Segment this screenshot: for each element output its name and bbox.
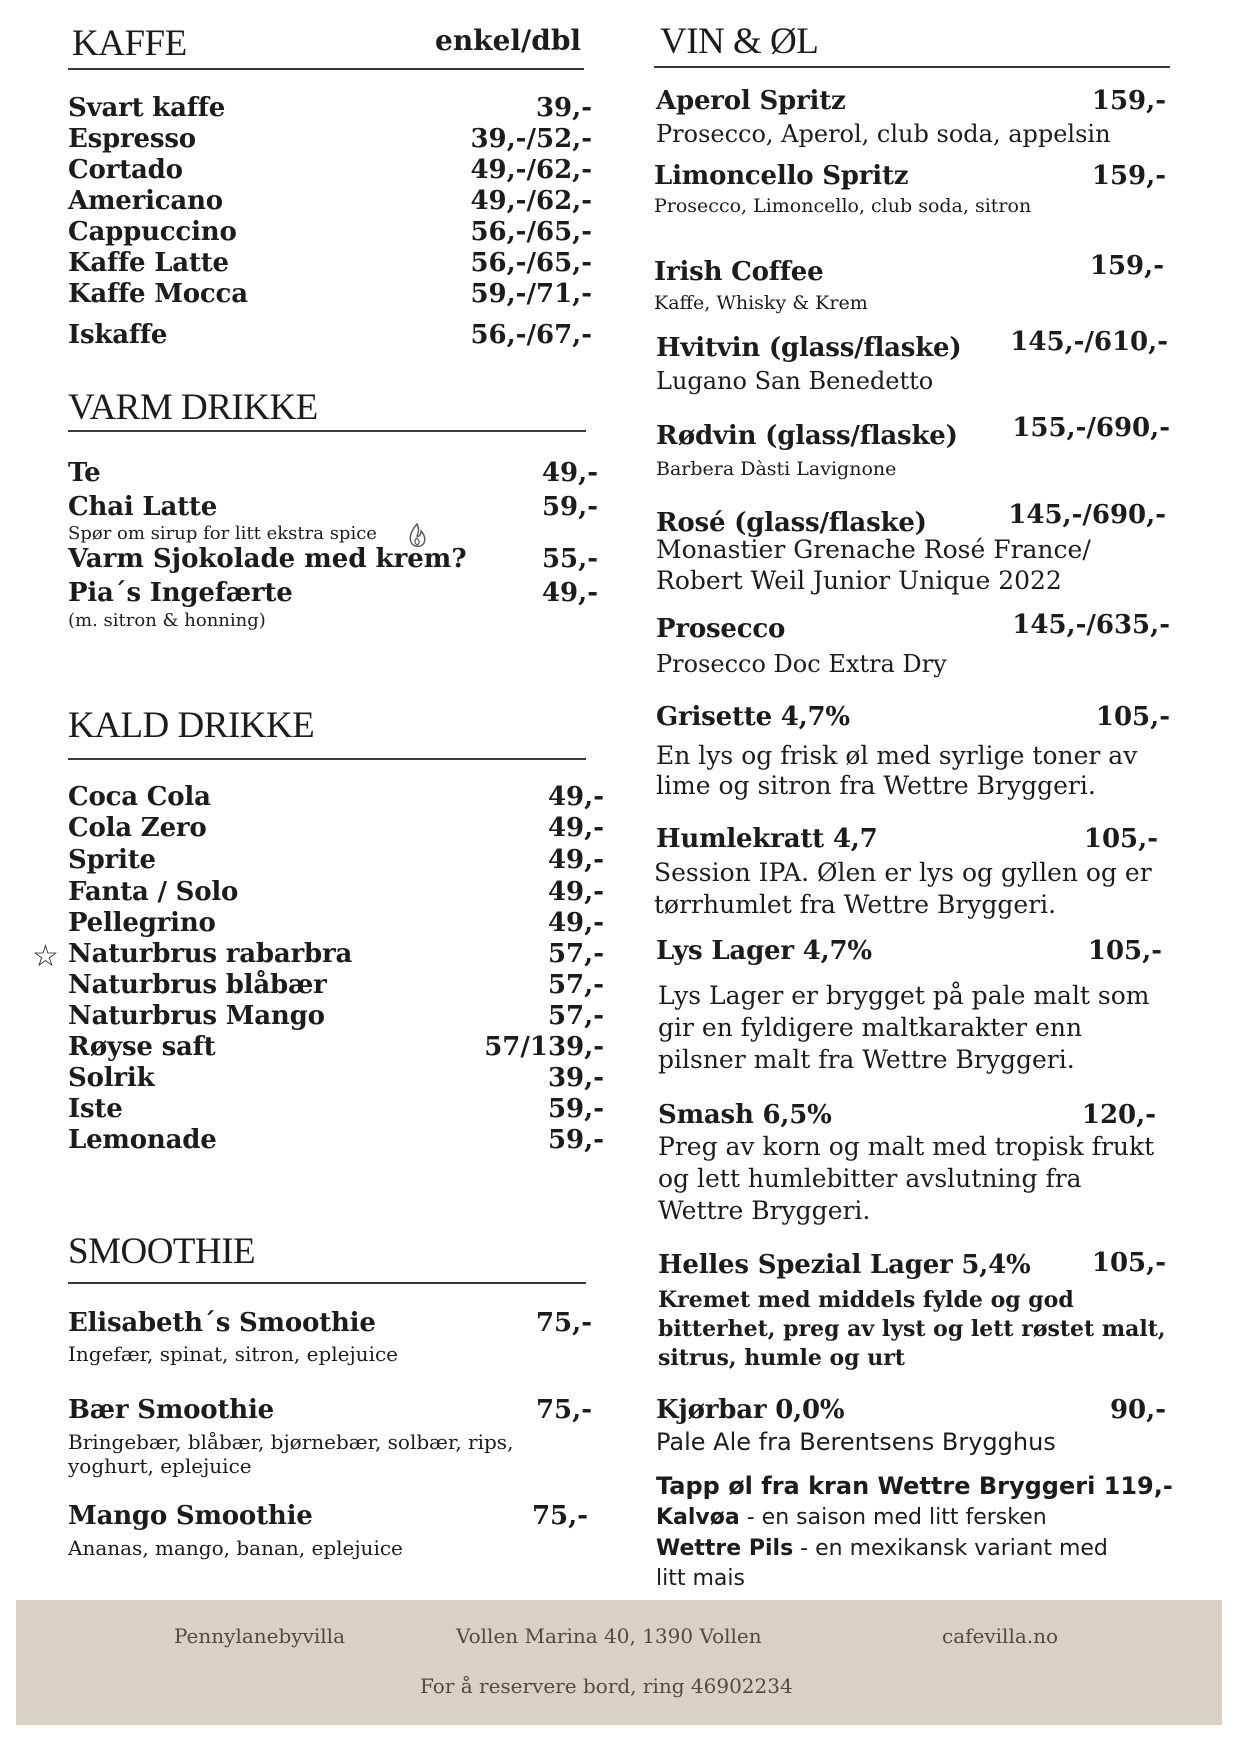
menu-item-name: Varm Sjokolade med krem? [68,544,467,574]
menu-item-name: Irish Coffee [654,257,824,287]
tap-beer-name: Kalvøa [656,1505,740,1530]
kald-title: KALD DRIKKE [68,705,315,746]
menu-item-name: Rødvin (glass/flaske) [656,421,958,451]
menu-item-desc: Lys Lager er brygget på pale malt som [658,981,1150,1010]
menu-item-desc: og lett humlebitter avslutning fra [658,1164,1082,1193]
menu-item-note: (m. sitron & honning) [68,610,266,631]
menu-item-desc: Preg av korn og malt med tropisk frukt [658,1132,1155,1161]
menu-item-price: 49,-/62,- [470,155,592,185]
tap-beer-desc: - en saison med litt fersken [739,1505,1047,1530]
smoothie-title: SMOOTHIE [68,1231,256,1272]
menu-item-price: 56,-/65,- [470,217,592,247]
menu-item-name: Bær Smoothie [68,1395,274,1425]
menu-item-desc: En lys og frisk øl med syrlige toner av [656,741,1138,770]
footer-address: Vollen Marina 40, 1390 Vollen [456,1624,762,1648]
menu-item-price: 159,- [1091,86,1166,116]
menu-item-name: Grisette 4,7% [656,702,850,732]
tap-beer-desc: litt mais [656,1566,745,1591]
varm-rule [68,430,586,432]
menu-item-price: 155,-/690,- [1012,413,1170,443]
menu-item-desc: tørrhumlet fra Wettre Bryggeri. [654,890,1057,919]
menu-item-name: Coca Cola [68,782,211,812]
menu-item-price: 145,-/610,- [1010,327,1168,357]
menu-item-price: 49,-/62,- [470,186,592,216]
menu-item-desc: sitrus, humle og urt [658,1345,905,1371]
menu-item-price: 59,- [547,1094,604,1124]
menu-item-desc: yoghurt, eplejuice [68,1454,252,1478]
kaffe-rule [68,68,584,70]
menu-item-price: 39,-/52,- [470,124,592,154]
tap-beer-desc: - en mexikansk variant med [793,1536,1108,1561]
menu-item-name: Pellegrino [68,908,216,938]
menu-item-desc: Session IPA. Ølen er lys og gyllen og er [654,858,1152,887]
menu-item-desc: Ingefær, spinat, sitron, eplejuice [68,1342,398,1366]
menu-item-desc: Robert Weil Junior Unique 2022 [656,566,1062,595]
menu-item-name: Svart kaffe [68,93,226,123]
menu-item-name: Te [68,458,101,488]
menu-item-desc: Wettre Bryggeri. [658,1196,871,1225]
menu-item-name: Cola Zero [68,813,207,843]
varm-title: VARM DRIKKE [68,387,318,428]
menu-item-name: Solrik [68,1063,155,1093]
menu-item-price: 57/139,- [484,1032,604,1062]
menu-item-name: Humlekratt 4,7 [656,824,878,854]
menu-item-price: 105,- [1087,936,1162,966]
menu-item-desc: bitterhet, preg av lyst og lett røstet malt, [658,1316,1166,1342]
menu-item-desc: Monastier Grenache Rosé France/ [656,535,1091,564]
menu-item-price: 59,- [547,1125,604,1155]
menu-item-name: Elisabeth´s Smoothie [68,1308,376,1338]
tap-beer-title: Tapp øl fra kran Wettre Bryggeri 119,- [656,1472,1173,1500]
menu-item-name: Naturbrus rabarbra [68,939,353,969]
menu-item-name: Naturbrus blåbær [68,970,327,1000]
menu-item-price: 105,- [1095,702,1170,732]
menu-item-price: 49,- [547,813,604,843]
smoothie-rule [68,1282,586,1284]
menu-item-price: 39,- [535,93,592,123]
menu-item-name: Limoncello Spritz [654,161,909,191]
menu-item-price: 105,- [1083,824,1158,854]
kald-rule [68,758,586,760]
menu-item-price: 75,- [535,1395,592,1425]
menu-item-price: 57,- [547,970,604,1000]
footer-website[interactable]: cafevilla.no [942,1624,1059,1648]
menu-item-desc: Prosecco, Aperol, club soda, appelsin [656,120,1111,148]
menu-item-price: 105,- [1091,1248,1166,1278]
menu-item-price: 39,- [547,1063,604,1093]
menu-item-note: Spør om sirup for litt ekstra spice [68,523,377,544]
menu-item-desc: lime og sitron fra Wettre Bryggeri. [656,771,1096,800]
menu-item-price: 145,-/690,- [1008,500,1166,530]
menu-item-price: 90,- [1109,1395,1166,1425]
menu-item-price: 49,- [547,877,604,907]
menu-item-desc: Kremet med middels fylde og god [658,1287,1074,1313]
menu-item-name: Chai Latte [68,492,218,522]
menu-item-desc: gir en fyldigere maltkarakter enn [658,1013,1083,1042]
menu-item-price: 145,-/635,- [1012,610,1170,640]
menu-item-name: Prosecco [656,614,786,644]
menu-item-desc: Prosecco, Limoncello, club soda, sitron [654,195,1032,217]
menu-item-price: 159,- [1089,251,1164,281]
menu-item-name: Americano [68,186,223,216]
footer-reserve: For å reservere bord, ring 46902234 [420,1674,793,1698]
menu-item-name: Kaffe Mocca [68,279,248,309]
menu-item-desc: Prosecco Doc Extra Dry [656,650,947,678]
menu-item-name: Lys Lager 4,7% [656,936,872,966]
menu-item-name: Hvitvin (glass/flaske) [656,333,962,363]
menu-item-name: Mango Smoothie [68,1501,313,1531]
menu-item-name: Cortado [68,155,183,185]
menu-item-price: 57,- [547,939,604,969]
menu-item-name: Aperol Spritz [656,86,846,116]
menu-item-price: 57,- [547,1001,604,1031]
menu-item-price: 75,- [535,1308,592,1338]
menu-item-price: 49,- [547,845,604,875]
menu-item-name: Espresso [68,124,196,154]
vin-rule [654,66,1170,68]
menu-item-price: 56,-/67,- [470,320,592,350]
menu-item-desc: Ananas, mango, banan, eplejuice [68,1536,403,1560]
menu-item-name: Iskaffe [68,320,168,350]
tap-beer-line-2 [656,1536,1108,1561]
menu-item-price: 49,- [541,578,598,608]
star-icon: ☆ [32,939,59,974]
menu-item-name: Fanta / Solo [68,877,239,907]
vin-title: VIN & ØL [660,21,819,62]
menu-item-desc: Pale Ale fra Berentsens Brygghus [656,1428,1056,1456]
kaffe-title: KAFFE [72,23,187,64]
menu-item-name: Pia´s Ingefærte [68,578,293,608]
menu-item-desc: pilsner malt fra Wettre Bryggeri. [658,1045,1075,1074]
menu-item-name: Helles Spezial Lager 5,4% [658,1250,1031,1280]
menu-item-desc: Barbera Dàsti Lavignone [656,458,897,480]
kaffe-size-header: enkel/dbl [435,24,582,57]
menu-item-price: 120,- [1081,1100,1156,1130]
menu-item-price: 59,-/71,- [470,279,592,309]
menu-item-desc: Bringebær, blåbær, bjørnebær, solbær, rips, [68,1430,514,1454]
menu-item-price: 159,- [1091,161,1166,191]
menu-item-price: 49,- [547,782,604,812]
footer-name: Pennylanebyvilla [174,1624,346,1648]
menu-item-name: Lemonade [68,1125,217,1155]
menu-item-name: Naturbrus Mango [68,1001,325,1031]
menu-item-name: Cappuccino [68,217,237,247]
menu-item-price: 49,- [541,458,598,488]
menu-item-name: Iste [68,1094,123,1124]
tap-beer-line-1 [656,1505,1047,1530]
menu-item-desc: Lugano San Benedetto [656,367,934,395]
tap-beer-name: Wettre Pils [656,1536,794,1561]
menu-item-name: Sprite [68,845,156,875]
menu-item-desc: Kaffe, Whisky & Krem [654,292,868,314]
footer [16,1600,1222,1725]
menu-item-price: 75,- [531,1501,588,1531]
menu-item-name: Smash 6,5% [658,1100,832,1130]
menu-item-price: 59,- [541,492,598,522]
menu-item-price: 49,- [547,908,604,938]
menu-item-price: 56,-/65,- [470,248,592,278]
menu-item-name: Røyse saft [68,1032,216,1062]
menu-item-name: Rosé (glass/flaske) [656,508,927,538]
menu-item-name: Kaffe Latte [68,248,229,278]
menu-item-name: Kjørbar 0,0% [656,1395,845,1425]
menu-item-price: 55,- [541,544,598,574]
